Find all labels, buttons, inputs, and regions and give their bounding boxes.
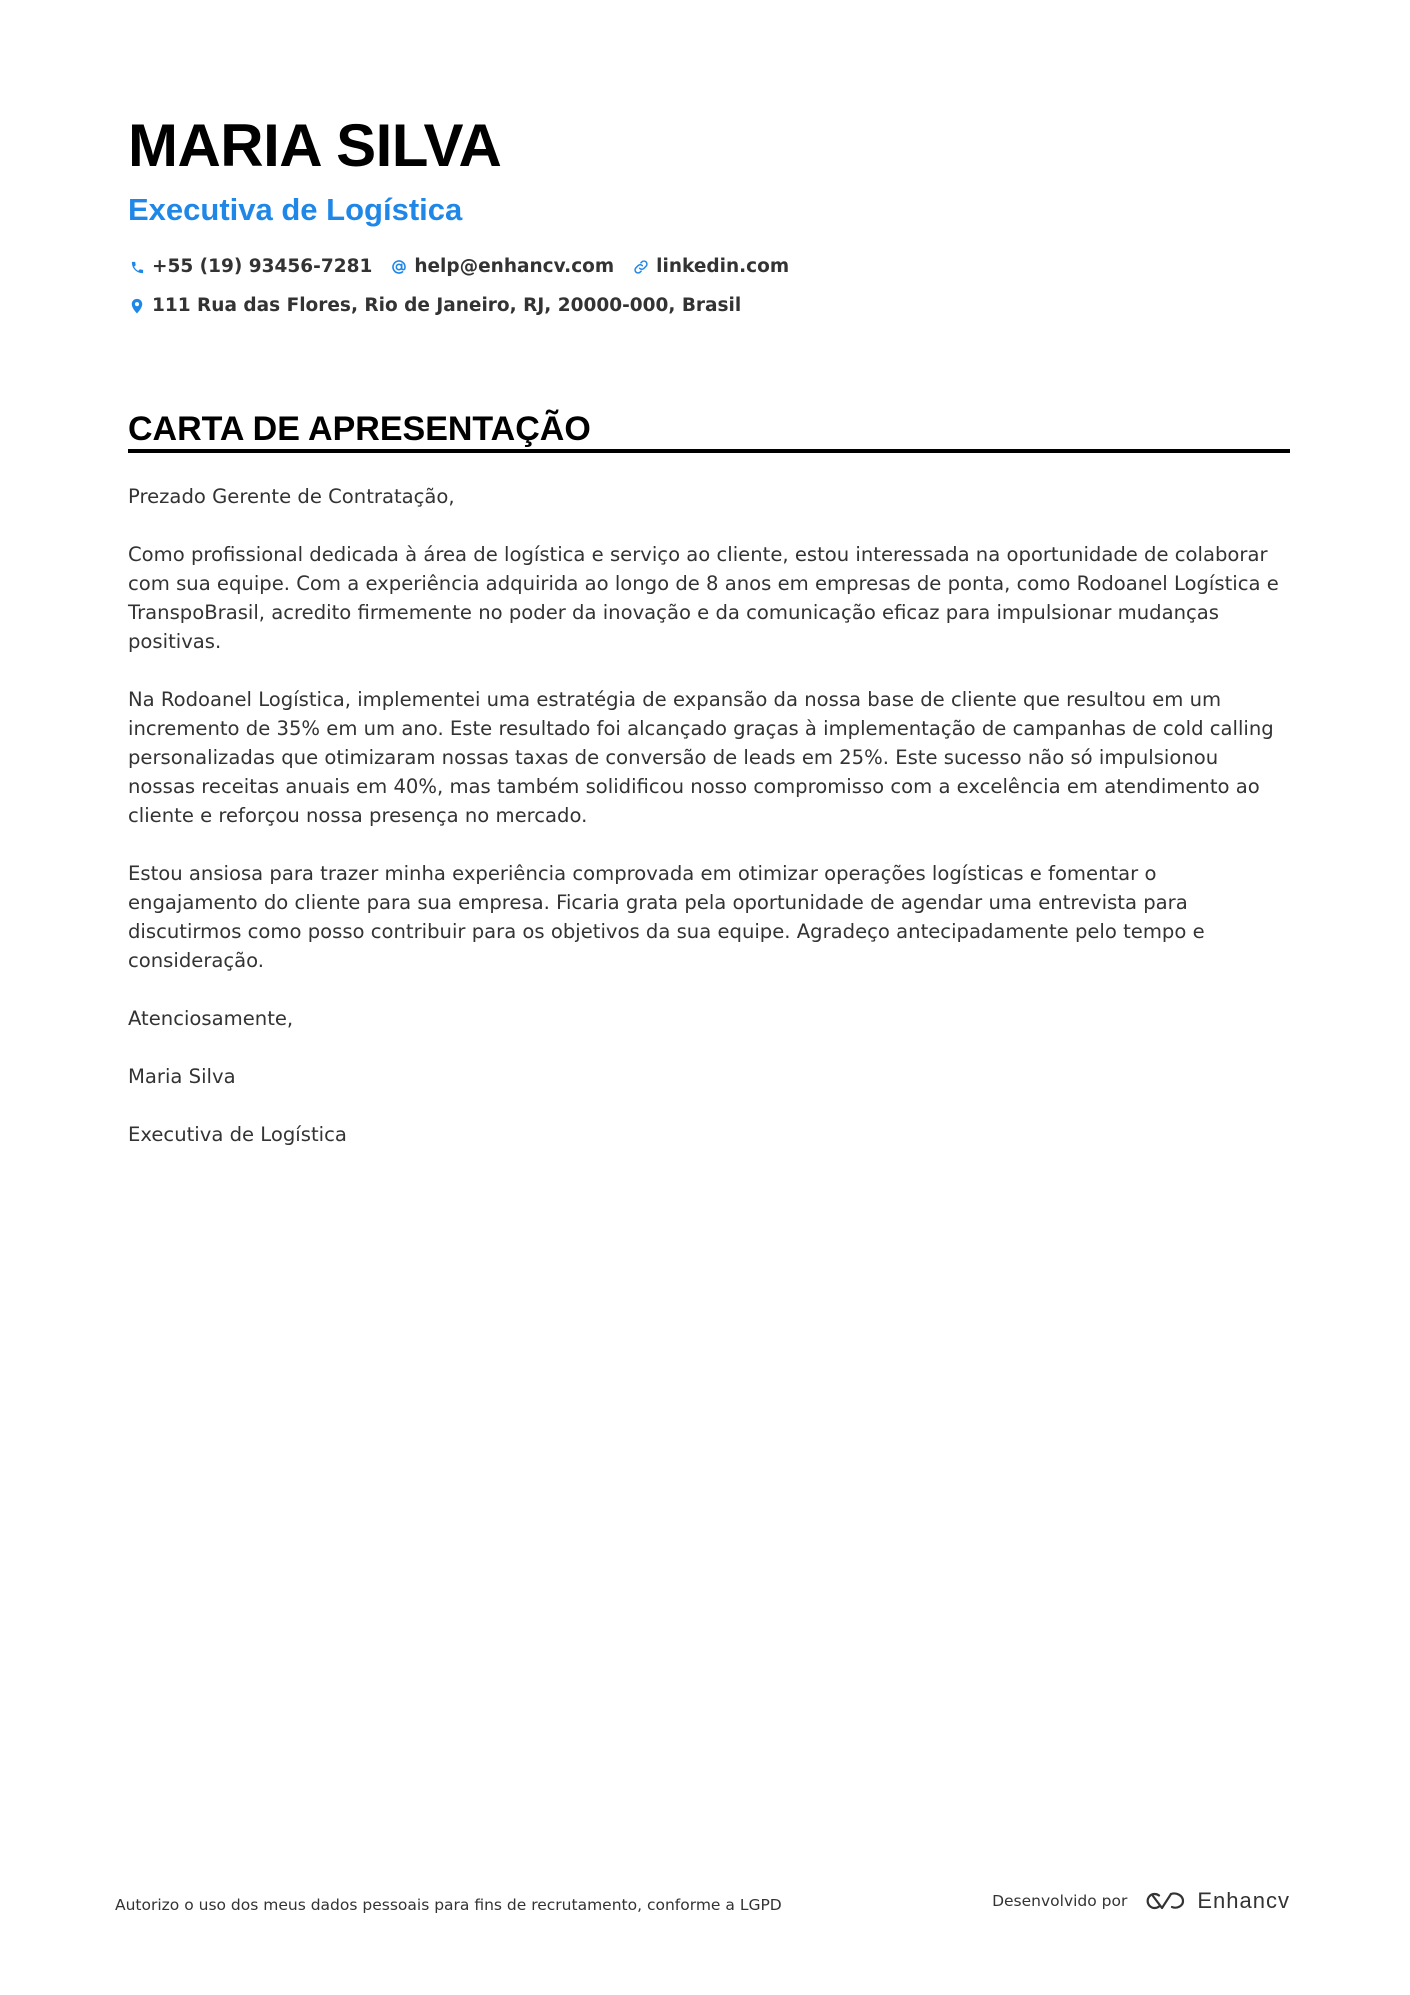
signature-name: Maria Silva: [128, 1065, 236, 1088]
letter-greeting: Prezado Gerente de Contratação,: [128, 485, 455, 508]
built-by-badge[interactable]: [992, 1888, 1290, 1914]
built-by-text: Desenvolvido por: [992, 1892, 1128, 1910]
section-divider: [128, 449, 1290, 453]
letter-paragraph: Como profissional dedicada à área de logística e serviço ao cliente, estou interessada na oportunidade de colaborar com sua equipe. Com a experiência adquirida ao longo de 8 anos em empresas de ponta, como Rodoanel Logística e TranspoBrasil, acredito firmemente no poder da inovação e da comunicação eficaz para impulsionar mudanças positivas.: [128, 543, 1279, 653]
brand-name: Enhancv: [1197, 1888, 1290, 1913]
contact-row: [128, 254, 807, 280]
letter-paragraph: Na Rodoanel Logística, implementei uma estratégia de expansão da nossa base de cliente que resultou em um incremento de 35% em um ano. Este resultado foi alcançado graças à implementação de campanhas de cold calling personalizadas que otimizaram nossas taxas de conversão de leads em 25%. Este sucesso não só impulsionou nossas receitas anuais em 40%, mas também solidificou nosso compromisso com a excelência em atendimento ao cliente e reforçou nossa presença no mercado.: [128, 688, 1274, 827]
contact-address: [128, 293, 741, 319]
letter-paragraph: Estou ansiosa para trazer minha experiência comprovada em otimizar operações logísticas e fomentar o engajamento do cliente para sua empresa. Ficaria grata pela oportunidade de agendar uma entrevista para discutirmos como posso contribuir para os objetivos da sua equipe. Agradeço antecipadamente pelo tempo e consideração.: [128, 862, 1205, 972]
address-row: [128, 293, 759, 319]
address-text: 111 Rua das Flores, Rio de Janeiro, RJ, 20000-000, Brasil: [152, 295, 742, 316]
linkedin-link[interactable]: linkedin.com: [656, 256, 790, 277]
section-title: CARTA DE APRESENTAÇÃO: [128, 410, 591, 448]
at-icon: [390, 258, 408, 276]
letter-closing: Atenciosamente,: [128, 1007, 294, 1030]
signature-title: Executiva de Logística: [128, 1123, 347, 1146]
contact-linkedin[interactable]: [632, 254, 789, 280]
link-icon: [632, 258, 650, 276]
email-link[interactable]: help@enhancv.com: [414, 256, 615, 277]
contact-phone: [128, 254, 372, 280]
location-pin-icon: [128, 297, 146, 315]
letter-body: [128, 482, 1290, 1178]
phone-icon: [128, 258, 146, 276]
contact-email[interactable]: [390, 254, 614, 280]
applicant-name: MARIA SILVA: [128, 112, 502, 179]
consent-note: Autorizo o uso dos meus dados pessoais para fins de recrutamento, conforme a LGPD: [115, 1896, 782, 1914]
phone-text: +55 (19) 93456-7281: [152, 256, 373, 277]
applicant-title: Executiva de Logística: [128, 192, 463, 227]
enhancv-logo-icon: [1139, 1889, 1185, 1913]
